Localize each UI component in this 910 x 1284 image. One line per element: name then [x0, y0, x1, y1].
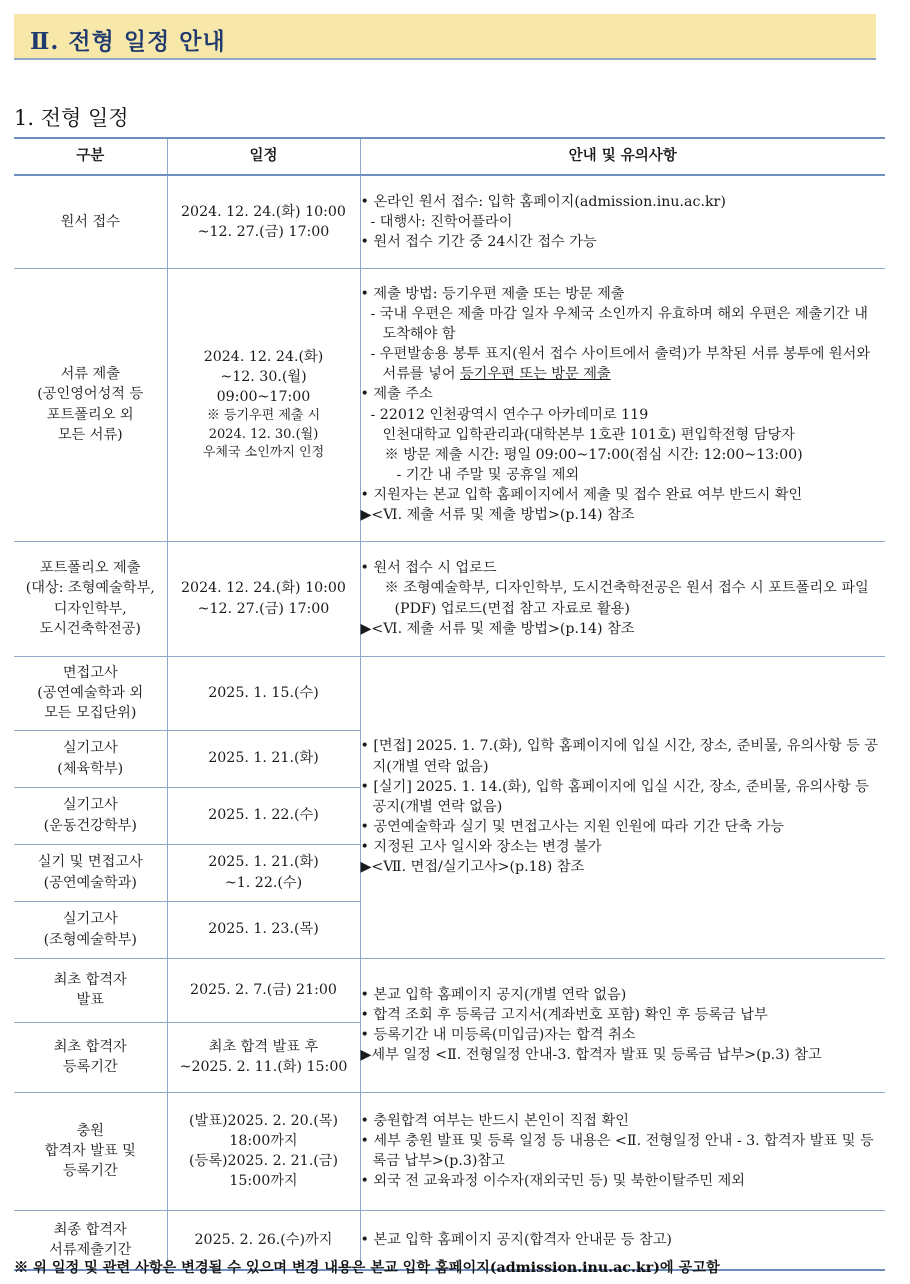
note-line: ▶<Ⅵ. 제출 서류 및 제출 방법>(p.14) 참조 [360, 507, 635, 524]
schedule-text: (발표)2025. 2. 20.(목) [189, 1112, 338, 1129]
note-line: - 22012 인천광역시 연수구 아카데미로 119 [370, 406, 649, 423]
table-row-additional [14, 1092, 885, 1210]
category-cell [14, 787, 167, 844]
category-text: 모든 모집단위) [44, 705, 137, 722]
category-cell [14, 901, 167, 958]
category-cell [14, 1092, 167, 1210]
category-text: 발표 [76, 992, 104, 1008]
category-text: 최종 합격자 [53, 1221, 127, 1238]
category-text: (대상: 조형예술학부, [25, 580, 155, 597]
category-cell [14, 541, 167, 656]
schedule-text: 2025. 1. 21.(화) [208, 854, 319, 871]
header-notes: 안내 및 유의사항 [360, 138, 885, 175]
category-text: 면접고사 [62, 664, 118, 681]
note-line: - 대행사: 진학어플라이 [370, 213, 513, 230]
note-line: • 공연예술학과 실기 및 면접고사는 지원 인원에 따라 기간 단축 가능 [360, 819, 785, 836]
note-line: • 지정된 고사 일시와 장소는 변경 불가 [360, 839, 602, 856]
table-row-first-announce [14, 958, 885, 1022]
notes-cell [360, 541, 885, 656]
notes-cell [360, 656, 885, 958]
section-title: Ⅱ. 전형 일정 안내 [30, 28, 226, 55]
table-row-application [14, 175, 885, 268]
category-text: 도시건축학전공) [39, 620, 141, 637]
schedule-text: 2025. 1. 22.(수) [208, 807, 319, 824]
note-line: ※ 조형예술학부, 디자인학부, 도시건축학전공은 원서 접수 시 포트폴리오 파일(PDF) 업로드(면접 참고 자료로 활용) [384, 580, 869, 617]
category-text: 등록기간 [62, 1163, 118, 1180]
category-text: (공연예술학과 외 [37, 684, 144, 701]
header-row [14, 138, 885, 175]
category-cell [14, 844, 167, 901]
schedule-cell [167, 901, 360, 958]
header-schedule: 일정 [167, 138, 360, 175]
schedule-cell [167, 787, 360, 844]
schedule-text: 2025. 1. 23.(목) [208, 921, 319, 938]
category-text: 모든 서류) [57, 426, 123, 443]
section-banner [14, 14, 876, 60]
notes-cell [360, 958, 885, 1092]
note-line: - 국내 우편은 제출 마감 일자 우체국 소인까지 유효하며 해외 우편은 제출기간 내 도착해야 함 [370, 305, 868, 342]
category-cell [14, 268, 167, 541]
category-cell [14, 730, 167, 787]
note-line: • 제출 주소 [360, 386, 433, 403]
schedule-cell [167, 541, 360, 656]
category-cell [14, 656, 167, 730]
schedule-text: ~1. 22.(수) [224, 874, 303, 891]
category-text: 실기고사 [62, 911, 118, 928]
schedule-cell [167, 1092, 360, 1210]
category-text: 서류제출기간 [49, 1241, 132, 1258]
note-line: ▶세부 일정 <Ⅱ. 전형일정 안내-3. 합격자 발표 및 등록금 납부>(p.3) 참고 [360, 1047, 822, 1064]
table-row-portfolio [14, 541, 885, 656]
note-line: ※ 방문 제출 시간: 평일 09:00~17:00(점심 시간: 12:00~13:00) [384, 446, 803, 463]
note-line: • 지원자는 본교 입학 홈페이지에서 제출 및 접수 완료 여부 반드시 확인 [360, 487, 803, 504]
schedule-text: ※ 등기우편 제출 시 [206, 408, 321, 424]
category-cell [14, 958, 167, 1022]
schedule-text: 18:00까지 [229, 1132, 298, 1149]
category-text: 최초 합격자 [53, 971, 127, 988]
note-line: 인천대학교 입학관리과(대학본부 1호관 101호) 편입학전형 담당자 [382, 426, 795, 443]
note-line: • 제출 방법: 등기우편 제출 또는 방문 제출 [360, 285, 625, 302]
category-cell [14, 175, 167, 268]
schedule-text: 09:00~17:00 [216, 388, 311, 405]
note-line: • [실기] 2025. 1. 14.(화), 입학 홈페이지에 입실 시간, 장소, 준비물, 유의사항 등 공지(개별 연락 없음) [360, 778, 869, 815]
schedule-text: 2024. 12. 24.(화) 10:00 [181, 203, 346, 220]
schedule-cell [167, 730, 360, 787]
schedule-table [14, 137, 885, 1271]
notes-cell [360, 268, 885, 541]
schedule-text: 2025. 2. 7.(금) 21:00 [190, 981, 337, 998]
schedule-text: (등록)2025. 2. 21.(금) [189, 1153, 338, 1169]
schedule-cell [167, 268, 360, 541]
schedule-text: ~12. 30.(월) [220, 368, 307, 385]
footer-note: ※ 위 일정 및 관련 사항은 변경될 수 있으며 변경 내용은 본교 입학 홈페이지(admission.inu.ac.kr)에 공고함 [14, 1260, 720, 1276]
note-line: • 충원합격 여부는 반드시 본인이 직접 확인 [360, 1112, 629, 1129]
category-text: (운동건강학부) [43, 817, 137, 834]
schedule-text: 최초 합격 발표 후 [208, 1038, 319, 1055]
subsection-title: 1. 전형 일정 [14, 106, 129, 130]
category-text: (체육학부) [57, 760, 124, 777]
table-row-exam-interview [14, 656, 885, 730]
schedule-text: ~2025. 2. 11.(화) 15:00 [179, 1059, 348, 1075]
schedule-text: 15:00까지 [229, 1173, 298, 1190]
category-text: (조형예술학부) [43, 931, 137, 948]
category-text: 포트폴리오 제출 [40, 560, 141, 577]
note-line: • 합격 조회 후 등록금 고지서(계좌번호 포함) 확인 후 등록금 납부 [360, 1006, 768, 1023]
category-text: 원서 접수 [60, 213, 120, 230]
note-text: - 우편발송용 봉투 표지(원서 접수 사이트에서 출력)가 부착된 서류 봉투에 원서와 서류를 넣어 [370, 346, 871, 383]
category-text: 디자인학부, [53, 600, 127, 617]
note-line: • [면접] 2025. 1. 7.(화), 입학 홈페이지에 입실 시간, 장소, 준비물, 유의사항 등 공지(개별 연락 없음) [360, 738, 878, 775]
notes-cell [360, 1092, 885, 1210]
category-text: 실기 및 면접고사 [37, 854, 143, 871]
schedule-cell [167, 1022, 360, 1092]
schedule-text: 2024. 12. 30.(월) [208, 426, 319, 442]
schedule-text: ~12. 27.(금) 17:00 [197, 223, 330, 240]
category-cell [14, 1022, 167, 1092]
schedule-cell [167, 656, 360, 730]
note-line: • 등록기간 내 미등록(미입금)자는 합격 취소 [360, 1027, 636, 1043]
category-text: 합격자 발표 및 [44, 1142, 136, 1159]
notes-cell [360, 175, 885, 268]
schedule-text: 2024. 12. 24.(화) [203, 348, 324, 365]
note-line: • 세부 충원 발표 및 등록 일정 등 내용은 <Ⅱ. 전형일정 안내 - 3. 합격자 발표 및 등록금 납부>(p.3)참고 [360, 1132, 874, 1169]
category-text: (공인영어성적 등 [37, 386, 144, 403]
schedule-cell [167, 844, 360, 901]
note-line: ▶<Ⅶ. 면접/실기고사>(p.18) 참조 [360, 859, 585, 876]
schedule-text: ~12. 27.(금) 17:00 [197, 600, 330, 617]
note-line: • 원서 접수 기간 중 24시간 접수 가능 [360, 233, 597, 250]
category-text: 최초 합격자 [53, 1038, 127, 1055]
note-line: - 기간 내 주말 및 공휴일 제외 [396, 466, 580, 483]
category-text: 서류 제출 [60, 366, 120, 383]
category-text: 실기고사 [62, 740, 118, 757]
note-line: • 온라인 원서 접수: 입학 홈페이지(admission.inu.ac.kr) [360, 193, 726, 210]
schedule-cell [167, 175, 360, 268]
note-line [361, 344, 886, 384]
table-row-documents [14, 268, 885, 541]
category-text: 충원 [76, 1122, 104, 1139]
note-line: • 본교 입학 홈페이지 공지(개별 연락 없음) [360, 986, 627, 1003]
category-text: 포트폴리오 외 [46, 406, 134, 423]
schedule-text: 2025. 1. 15.(수) [208, 684, 319, 701]
category-text: (공연예술학과) [43, 874, 137, 891]
category-text: 등록기간 [62, 1059, 118, 1075]
schedule-cell [167, 958, 360, 1022]
note-underline-text: 등기우편 또는 방문 제출 [460, 366, 611, 383]
category-text: 실기고사 [62, 797, 118, 814]
schedule-text: 2025. 1. 21.(화) [208, 750, 319, 767]
schedule-text: 우체국 소인까지 인정 [202, 444, 325, 460]
schedule-text: 2025. 2. 26.(수)까지 [194, 1231, 333, 1248]
note-line: • 외국 전 교육과정 이수자(재외국민 등) 및 북한이탈주민 제외 [360, 1173, 745, 1190]
header-category: 구분 [14, 138, 167, 175]
note-line: ▶<Ⅵ. 제출 서류 및 제출 방법>(p.14) 참조 [360, 620, 635, 637]
note-line: • 원서 접수 시 업로드 [360, 560, 497, 577]
note-line: • 본교 입학 홈페이지 공지(합격자 안내문 등 참고) [360, 1231, 672, 1248]
schedule-text: 2024. 12. 24.(화) 10:00 [181, 580, 346, 597]
